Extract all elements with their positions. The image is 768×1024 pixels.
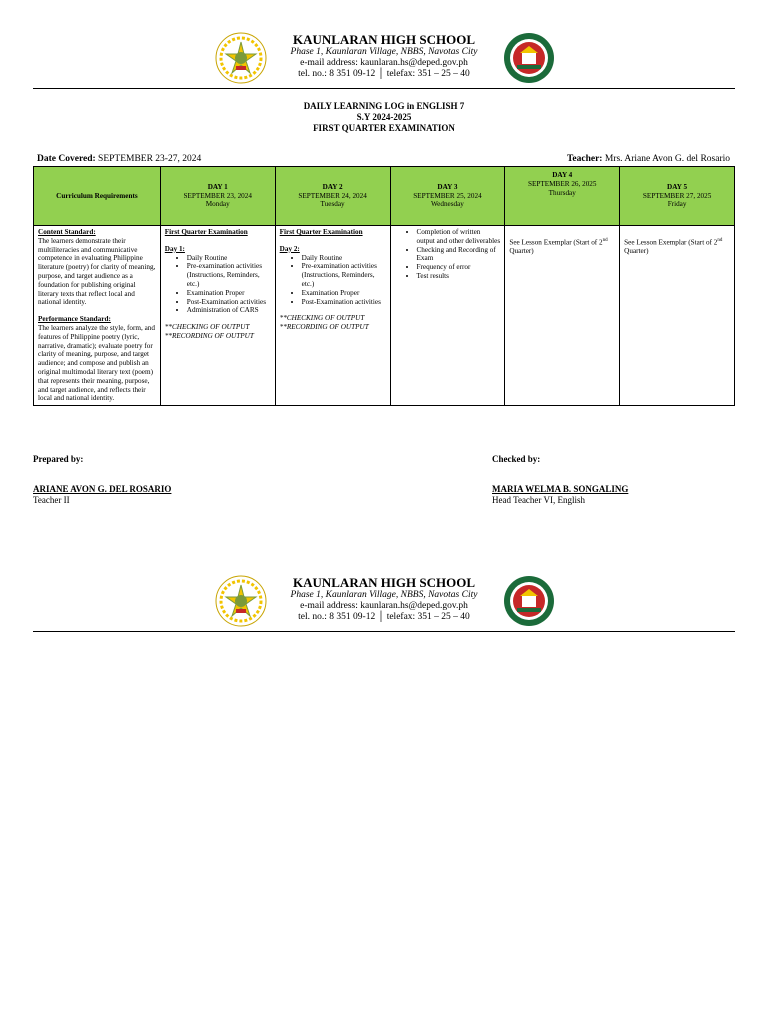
header-divider <box>33 88 735 89</box>
day2-list <box>280 254 386 307</box>
day4-text-a: See Lesson Exemplar (Start of 2 <box>509 238 603 247</box>
day4-text-b: Quarter) <box>509 247 534 256</box>
day-header <box>505 167 620 226</box>
teacher-label: Teacher: <box>566 154 603 164</box>
list-item: • Test results <box>417 272 501 281</box>
teacher-info <box>567 154 730 165</box>
title-line-2: S.Y 2024-2025 <box>356 112 412 122</box>
day-date: SEPTEMBER 23, 2024 <box>183 191 252 200</box>
day5-text-b: Quarter) <box>624 247 649 256</box>
day2-cell <box>275 226 390 406</box>
list-item: • Examination Proper <box>302 289 386 298</box>
day-weekday: Wednesday <box>430 200 464 209</box>
school-address: Phase 1, Kaunlaran Village, NBBS, Navotas City <box>290 47 478 57</box>
day1-sub: Day 1: <box>164 244 185 253</box>
title-line-3: FIRST QUARTER EXAMINATION <box>313 123 455 133</box>
performance-standard-text: The learners analyze the style, form, and features of Philippine poetry (lyric, narrative, dramatic); evaluate poetry for clarity of meaning, purpose, and target audience; and compose and publish an original multimodal literary text (poem) that represents their meaning, purpose, and target audience, and reflects their local and national identity. <box>38 323 155 403</box>
performance-standard-label: Performance Standard: <box>38 315 111 324</box>
curriculum-cell <box>34 226 161 406</box>
day-date: SEPTEMBER 27, 2025 <box>642 191 712 200</box>
day2-heading: First Quarter Examination <box>279 228 363 236</box>
school-email: e-mail address: kaunlaran.hs@deped.gov.ph <box>300 58 468 68</box>
list-item: • Checking and Recording of Exam <box>417 246 501 264</box>
day-header <box>620 167 735 226</box>
checked-label: Checked by: <box>492 454 541 464</box>
day4-sup: nd <box>602 238 608 243</box>
list-item: • Daily Routine <box>302 254 386 263</box>
day-header <box>275 167 390 226</box>
list-item: • Post-Examination activities <box>302 298 386 307</box>
teacher-value: Mrs. Ariane Avon G. del Rosario <box>602 154 730 164</box>
header-divider-2 <box>33 631 735 632</box>
day1-list <box>165 254 271 316</box>
prepared-title: Teacher II <box>33 495 70 505</box>
checked-name: MARIA WELMA B. SONGALING <box>492 484 629 494</box>
day-weekday: Friday <box>667 200 687 209</box>
day5-cell <box>620 226 735 406</box>
day-label: DAY 4 <box>552 171 573 179</box>
day-header <box>160 167 275 226</box>
day-label: DAY 2 <box>322 182 343 191</box>
req-header-label: Curriculum Requirements <box>56 191 138 200</box>
list-item: • Pre-examination activities (Instructions, Reminders, etc.) <box>302 262 386 288</box>
list-item: • Completion of written output and other deliverables <box>417 228 501 246</box>
table-body-row <box>34 226 735 406</box>
day-header <box>390 167 505 226</box>
prepared-label: Prepared by: <box>33 454 84 464</box>
day3-cell <box>390 226 505 406</box>
school-address: Phase 1, Kaunlaran Village, NBBS, Navotas City <box>290 590 478 600</box>
list-item: • Pre-examination activities (Instructions, Reminders, etc.) <box>187 262 271 288</box>
title-line-1: DAILY LEARNING LOG in ENGLISH 7 <box>303 101 465 111</box>
date-value: SEPTEMBER 23-27, 2024 <box>95 154 202 164</box>
day-label: DAY 5 <box>667 182 688 191</box>
day1-heading: First Quarter Examination <box>164 228 248 236</box>
day5-text-a: See Lesson Exemplar (Start of 2 <box>624 238 718 247</box>
day3-list <box>395 228 501 281</box>
day-date: SEPTEMBER 24, 2024 <box>298 191 367 200</box>
school-phone: tel. no.: 8 351 09-12 │ telefax: 351 – 25 – 40 <box>298 69 470 79</box>
day-weekday: Tuesday <box>320 200 345 209</box>
content-standard-label: Content Standard: <box>38 228 96 236</box>
school-header-2 <box>33 575 735 633</box>
day-weekday: Monday <box>205 200 230 209</box>
list-item: • Administration of CARS <box>187 306 271 315</box>
list-item: • Daily Routine <box>187 254 271 263</box>
document-titles <box>33 101 735 134</box>
day1-cell <box>160 226 275 406</box>
day1-note: **CHECKING OF OUTPUT <box>164 323 250 332</box>
school-name: KAUNLARAN HIGH SCHOOL <box>292 575 476 590</box>
day-date: SEPTEMBER 26, 2025 <box>528 179 597 188</box>
day4-cell <box>505 226 620 406</box>
date-covered <box>37 154 201 165</box>
day2-note: **RECORDING OF OUTPUT <box>279 323 369 332</box>
prepared-name: ARIANE AVON G. DEL ROSARIO <box>33 484 172 494</box>
day-date: SEPTEMBER 25, 2024 <box>413 191 482 200</box>
school-email: e-mail address: kaunlaran.hs@deped.gov.ph <box>300 601 468 611</box>
day2-note: **CHECKING OF OUTPUT <box>279 314 365 323</box>
date-label: Date Covered: <box>37 154 96 164</box>
table-header-row <box>34 167 735 226</box>
day-weekday: Thursday <box>548 188 576 197</box>
school-phone: tel. no.: 8 351 09-12 │ telefax: 351 – 25 – 40 <box>298 612 470 622</box>
day1-note: **RECORDING OF OUTPUT <box>164 331 254 340</box>
school-header <box>33 32 735 90</box>
req-header <box>34 167 161 226</box>
list-item: • Frequency of error <box>417 263 501 272</box>
day4-text <box>509 237 615 256</box>
content-standard-text: The learners demonstrate their multiliteracies and communicative competence in evaluating Philippine literature (poetry) for clarity of meaning, purpose, and target audience as a foundation for publishing original literary texts that reflect local and national identity. <box>38 236 156 307</box>
day5-sup: nd <box>717 238 723 243</box>
school-name: KAUNLARAN HIGH SCHOOL <box>292 32 476 47</box>
day-label: DAY 1 <box>207 182 228 191</box>
day-label: DAY 3 <box>437 182 458 191</box>
list-item: • Post-Examination activities <box>187 298 271 307</box>
learning-log-table <box>33 166 735 406</box>
day2-sub: Day 2: <box>279 244 300 253</box>
day5-text <box>624 237 730 256</box>
list-item: • Examination Proper <box>187 289 271 298</box>
checked-title: Head Teacher VI, English <box>492 495 586 505</box>
